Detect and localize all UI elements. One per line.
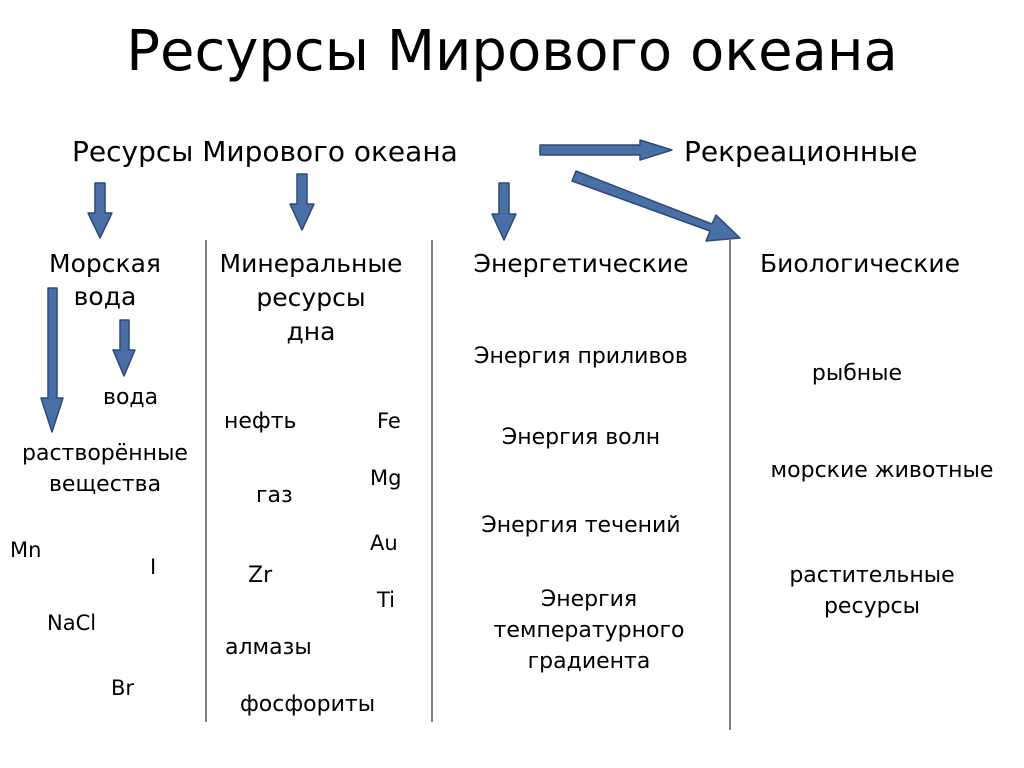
page-title: Ресурсы Мирового океана <box>126 19 898 84</box>
root-label: Ресурсы Мирового океана <box>72 135 458 168</box>
mineral-item: нефть <box>224 409 297 434</box>
bio-heading: Биологические <box>760 249 960 278</box>
arrow-energy <box>492 183 516 240</box>
sea-water-heading-line1: Морская <box>49 249 161 278</box>
energy-item: Энергия течений <box>481 513 681 538</box>
element-label: Ti <box>377 588 396 612</box>
mineral-item: алмазы <box>225 635 312 660</box>
element-label: Mg <box>370 466 402 490</box>
arrow-recreational <box>540 140 672 160</box>
dissolved-label-line1: растворённые <box>22 441 188 466</box>
bio-item: морские животные <box>770 458 994 483</box>
element-label: I <box>150 555 157 579</box>
energy-heading: Энергетические <box>473 249 689 278</box>
minerals-heading-line1: Минеральные <box>219 249 403 278</box>
water-label: вода <box>103 385 159 410</box>
arrow-minerals <box>290 174 314 230</box>
minerals-heading-line2: ресурсы <box>256 283 366 312</box>
element-label: Br <box>111 676 135 700</box>
arrow-water <box>113 320 135 376</box>
energy-item: Энергия приливов <box>474 344 688 369</box>
bio-item: рыбные <box>811 361 903 386</box>
energy-thermal-line1: Энергия <box>540 587 638 612</box>
recreational-label: Рекреационные <box>684 135 918 168</box>
minerals-heading-line3: дна <box>286 317 336 346</box>
bio-plants-line2: ресурсы <box>823 594 921 619</box>
element-label: Fe <box>377 409 401 433</box>
element-label: Au <box>370 531 398 555</box>
sea-water-heading-line2: вода <box>73 282 137 311</box>
element-label: Mn <box>10 538 42 562</box>
mineral-item: фосфориты <box>240 692 376 717</box>
arrow-sea-water <box>88 183 112 238</box>
element-label: NaCl <box>47 611 97 635</box>
energy-thermal-line3: градиента <box>527 649 651 674</box>
bio-plants-line1: растительные <box>789 563 955 588</box>
energy-thermal-line2: температурного <box>493 618 685 643</box>
arrow-biological <box>572 171 740 241</box>
mineral-item: газ <box>256 483 293 508</box>
dissolved-label-line2: вещества <box>48 472 162 497</box>
mineral-item: Zr <box>248 563 273 588</box>
energy-item: Энергия волн <box>501 425 661 450</box>
